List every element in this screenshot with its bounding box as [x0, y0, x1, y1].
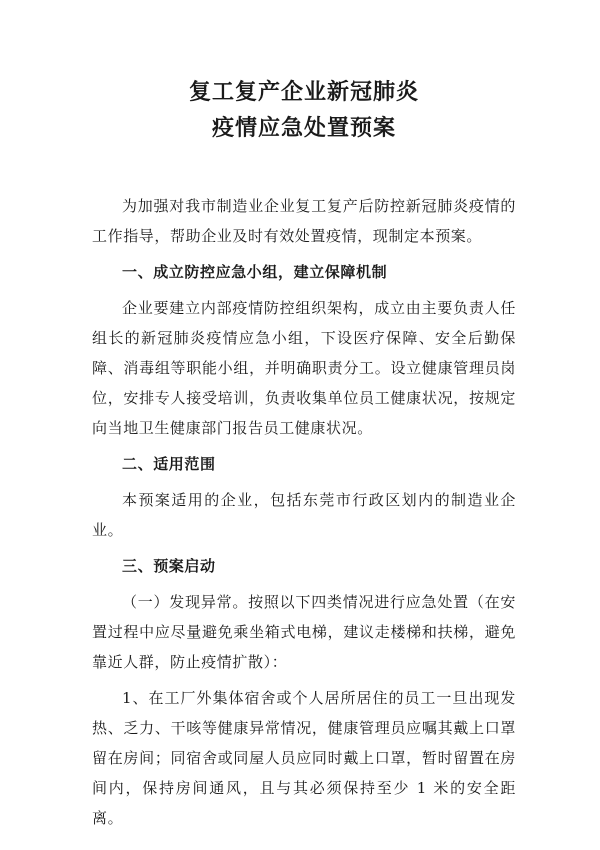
section3-item1: 1、在工厂外集体宿舍或个人居所居住的员工一旦出现发热、乏力、干咳等健康异常情况，健康管理员应嘱其戴上口罩留在房间；同宿舍或同屋人员应同时戴上口罩，暂时留置在房间内，保持房间通风，且与其必须保持至少 1 米的安全距离。 — [92, 689, 516, 827]
section2-heading: 二、适用范围 — [122, 455, 216, 473]
section1-paragraph: 企业要建立内部疫情防控组织架构，成立由主要负责人任组长的新冠肺炎疫情应急小组，下设医疗保障、安全后勤保障、消毒组等职能小组，并明确职责分工。设立健康管理员岗位，安排专人接受培训，负责收集单位员工健康状况，按规定向当地卫生健康部门报告员工健康状况。 — [92, 299, 516, 437]
document-title-line2: 疫情应急处置预案 — [211, 116, 396, 141]
document-title-line1: 复工复产企业新冠肺炎 — [188, 80, 419, 105]
intro-paragraph: 为加强对我市制造业企业复工复产后防控新冠肺炎疫情的工作指导，帮助企业及时有效处置疫情，现制定本预案。 — [92, 197, 516, 245]
document-body — [92, 191, 516, 833]
section3-subsection1: （一）发现异常。按照以下四类情况进行应急处置（在安置过程中应尽量避免乘坐箱式电梯，建议走楼梯和扶梯，避免靠近人群，防止疫情扩散）： — [92, 593, 516, 671]
section3-heading: 三、预案启动 — [122, 557, 216, 575]
section2-paragraph: 本预案适用的企业，包括东莞市行政区划内的制造业企业。 — [92, 491, 516, 539]
section1-heading: 一、成立防控应急小组，建立保障机制 — [122, 263, 388, 281]
